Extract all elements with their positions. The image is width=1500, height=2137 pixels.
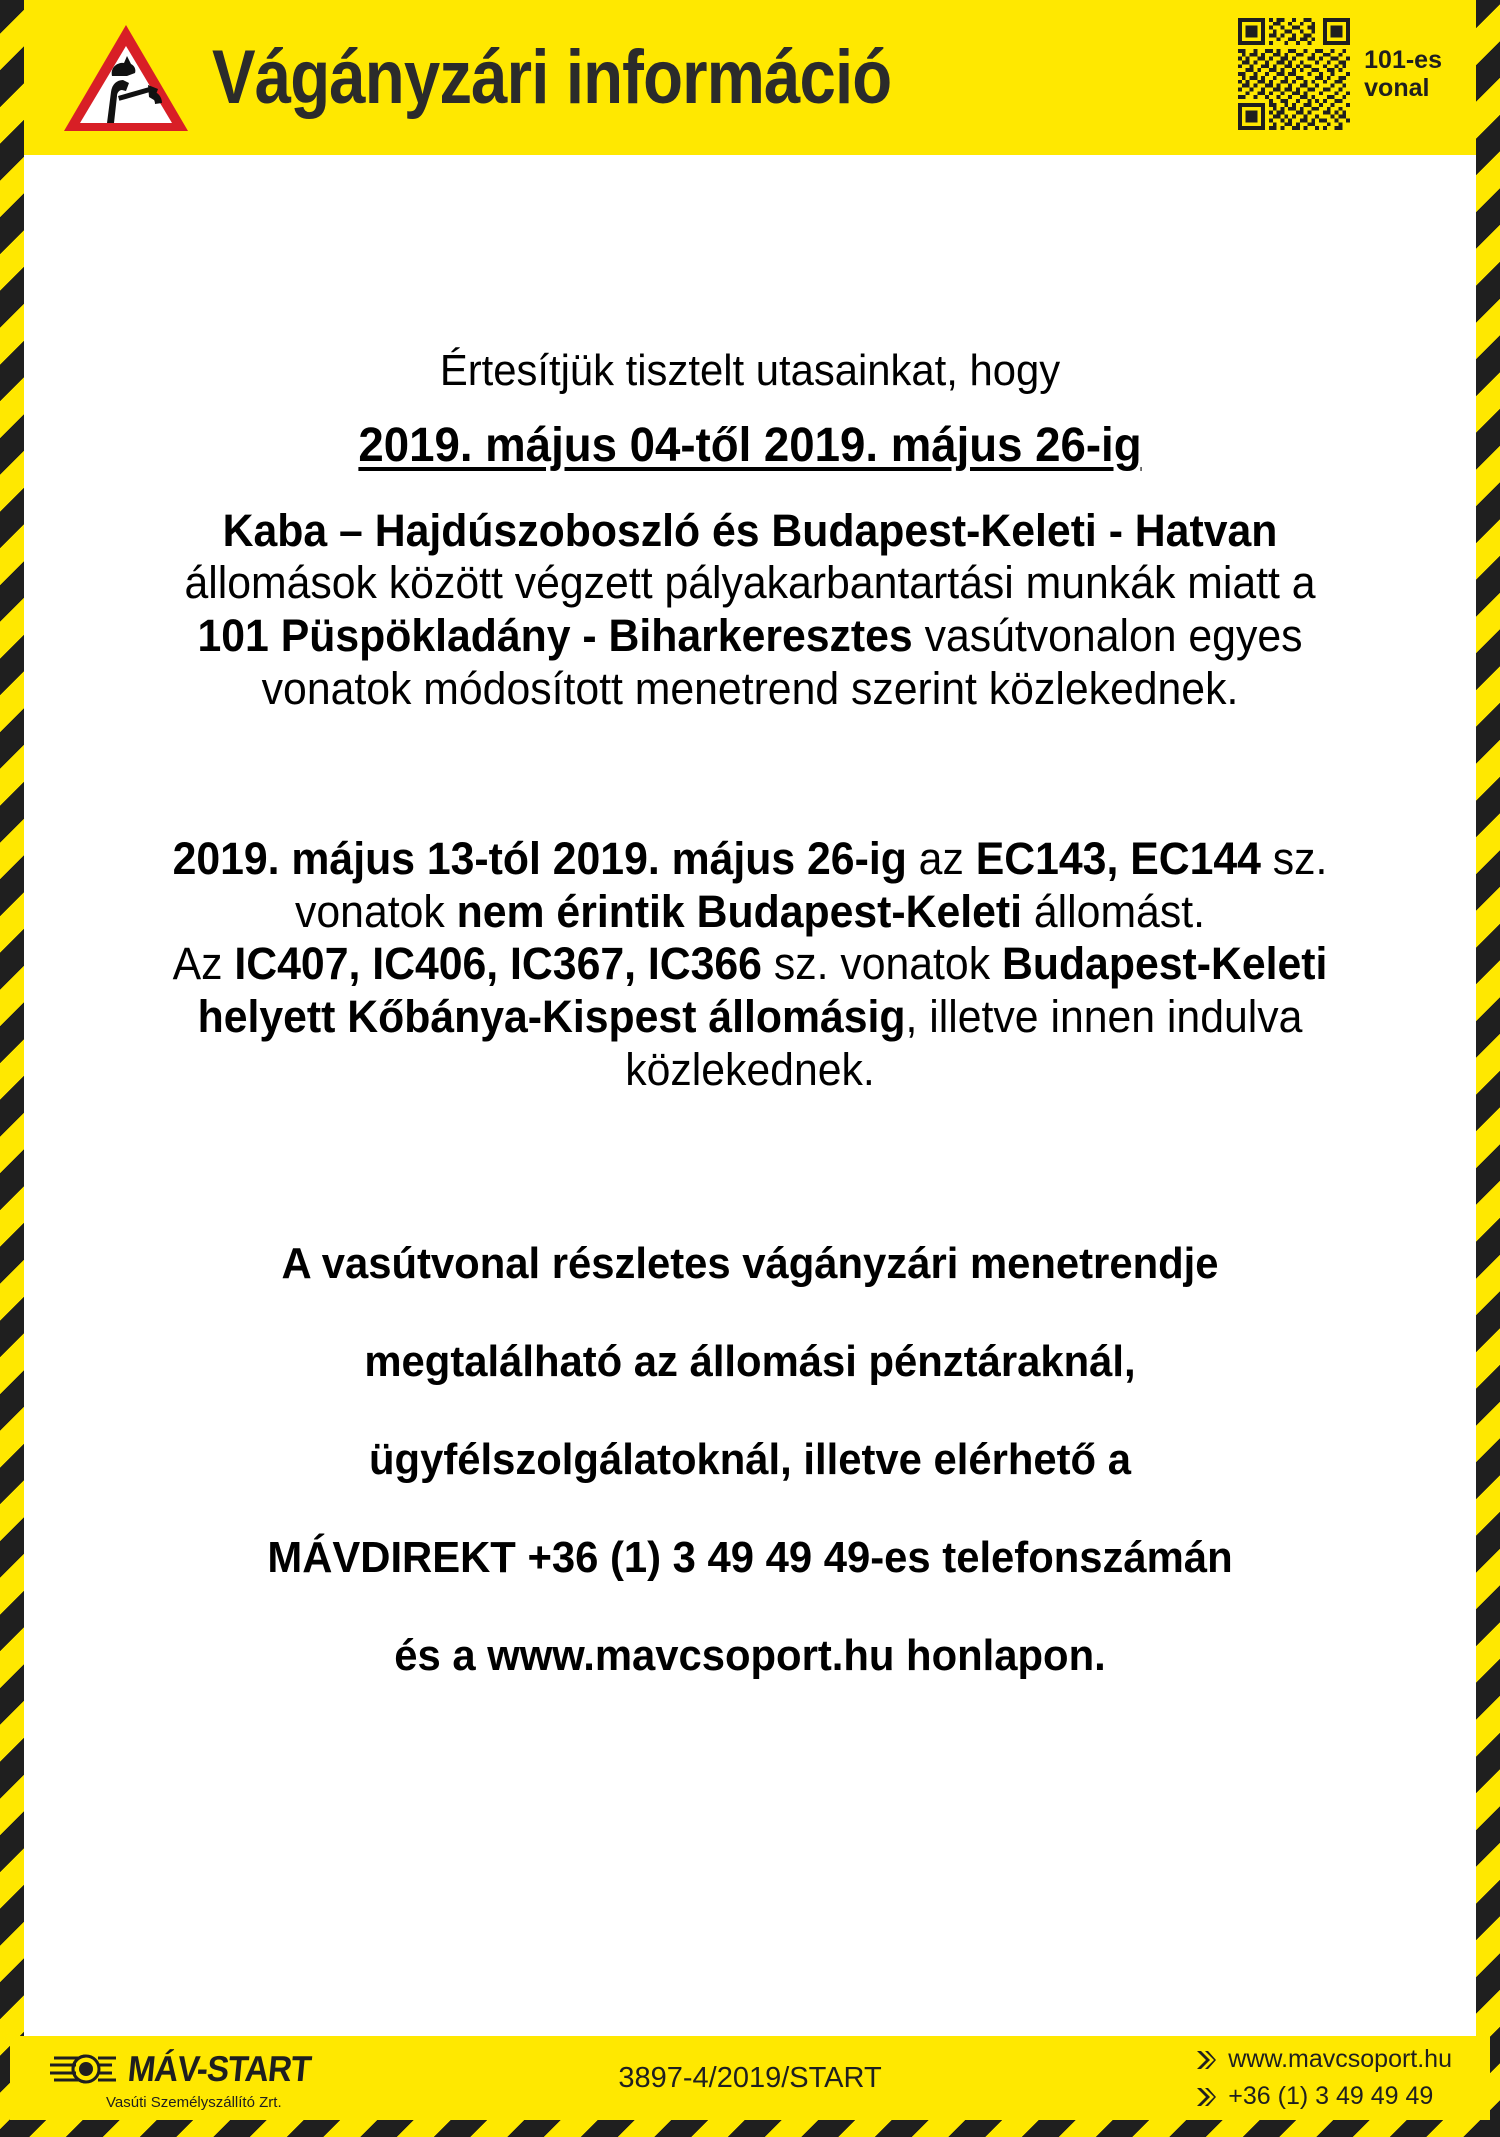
ic-replacement-station: helyett Kőbánya-Kispest állomásig: [197, 991, 906, 1043]
contact-website[interactable]: [1196, 2045, 1452, 2074]
ec-skipped-station: nem érintik Budapest-Keleti: [456, 885, 1023, 937]
info-line-3: ügyfélszolgálatoknál, illetve elérhető a: [369, 1435, 1131, 1485]
poster-header: [24, 0, 1476, 155]
contact-phone-text: +36 (1) 3 49 49 49: [1228, 2082, 1434, 2110]
contact-phone[interactable]: [1196, 2082, 1452, 2111]
notice-section-main: [84, 345, 1416, 715]
line-badge-line2: vonal: [1364, 74, 1430, 102]
page-title: Vágányzári információ: [212, 35, 892, 120]
ec-station-suffix: állomást.: [1022, 885, 1205, 937]
ic-trains-line: [117, 938, 1382, 991]
ec-suffix: sz.: [1260, 833, 1328, 885]
intro-line: Értesítjük tisztelt utasainkat, hogy: [439, 346, 1061, 395]
info-line-2: megtalálható az állomási pénztáraknál,: [364, 1337, 1136, 1387]
ec-connector-1: az: [906, 833, 976, 885]
document-reference: 3897-4/2019/START: [618, 2061, 882, 2094]
notice-section-trains: [84, 833, 1416, 1096]
contact-website-text: www.mavcsoport.hu: [1228, 2045, 1452, 2073]
roadworks-warning-triangle-icon: [60, 19, 192, 137]
ec-date-range: 2019. május 13-tól 2019. május 26-ig: [172, 833, 907, 885]
double-chevron-icon: [1196, 2049, 1216, 2071]
double-chevron-icon: [1196, 2086, 1216, 2108]
maintenance-reason: állomások között végzett pályakarbantartási munkák miatt a: [184, 557, 1316, 609]
website-line: és a www.mavcsoport.hu honlapon.: [394, 1631, 1106, 1681]
railway-line-info: [117, 610, 1382, 663]
ic-connector: sz. vonatok: [761, 938, 1002, 990]
qr-code: [1238, 18, 1350, 130]
ec-station-prefix: vonatok: [295, 885, 457, 937]
ic-original-station: Budapest-Keleti: [1001, 938, 1328, 990]
ec-train-numbers: EC143, EC144: [975, 833, 1261, 885]
notice-section-info: [84, 1239, 1416, 1681]
mav-start-emblem-icon: [46, 2045, 124, 2093]
railway-line-name: 101 Püspökladány - Biharkeresztes: [197, 609, 913, 661]
line-badge: [1364, 46, 1442, 102]
mav-start-subtitle: Vasúti Személyszállító Zrt.: [106, 2094, 282, 2111]
ic-train-numbers: IC407, IC406, IC367, IC366: [234, 938, 762, 990]
affected-stations: Kaba – Hajdúszoboszló és Budapest-Keleti - Hatvan: [222, 504, 1278, 556]
ic-replacement-suffix: , illetve innen indulva: [905, 991, 1303, 1043]
notice-body: [24, 155, 1476, 2020]
modified-schedule-line: vonatok módosított menetrend szerint közlekednek.: [261, 662, 1239, 714]
poster-footer: [0, 2020, 1500, 2137]
ec-trains-line: [117, 833, 1382, 886]
mav-start-logo: [46, 2045, 326, 2111]
info-line-1: A vasútvonal részletes vágányzári menetrendje: [281, 1239, 1219, 1289]
line-badge-line1: 101-es: [1364, 46, 1442, 74]
footer-contacts: [1196, 2045, 1452, 2111]
mav-start-wordmark: MÁV-START: [126, 2048, 313, 2089]
qr-badge: [1238, 18, 1442, 130]
ic-prefix: Az: [172, 938, 235, 990]
ic-closing-line: közlekednek.: [625, 1043, 875, 1095]
railway-line-suffix: vasútvonalon egyes: [912, 609, 1303, 661]
ec-station-line: [117, 886, 1382, 939]
date-range: 2019. május 04-től 2019. május 26-ig: [358, 419, 1142, 473]
ic-replacement-line: [117, 991, 1382, 1044]
mavdirekt-phone-line: MÁVDIREKT +36 (1) 3 49 49 49-es telefonszámán: [267, 1533, 1233, 1583]
